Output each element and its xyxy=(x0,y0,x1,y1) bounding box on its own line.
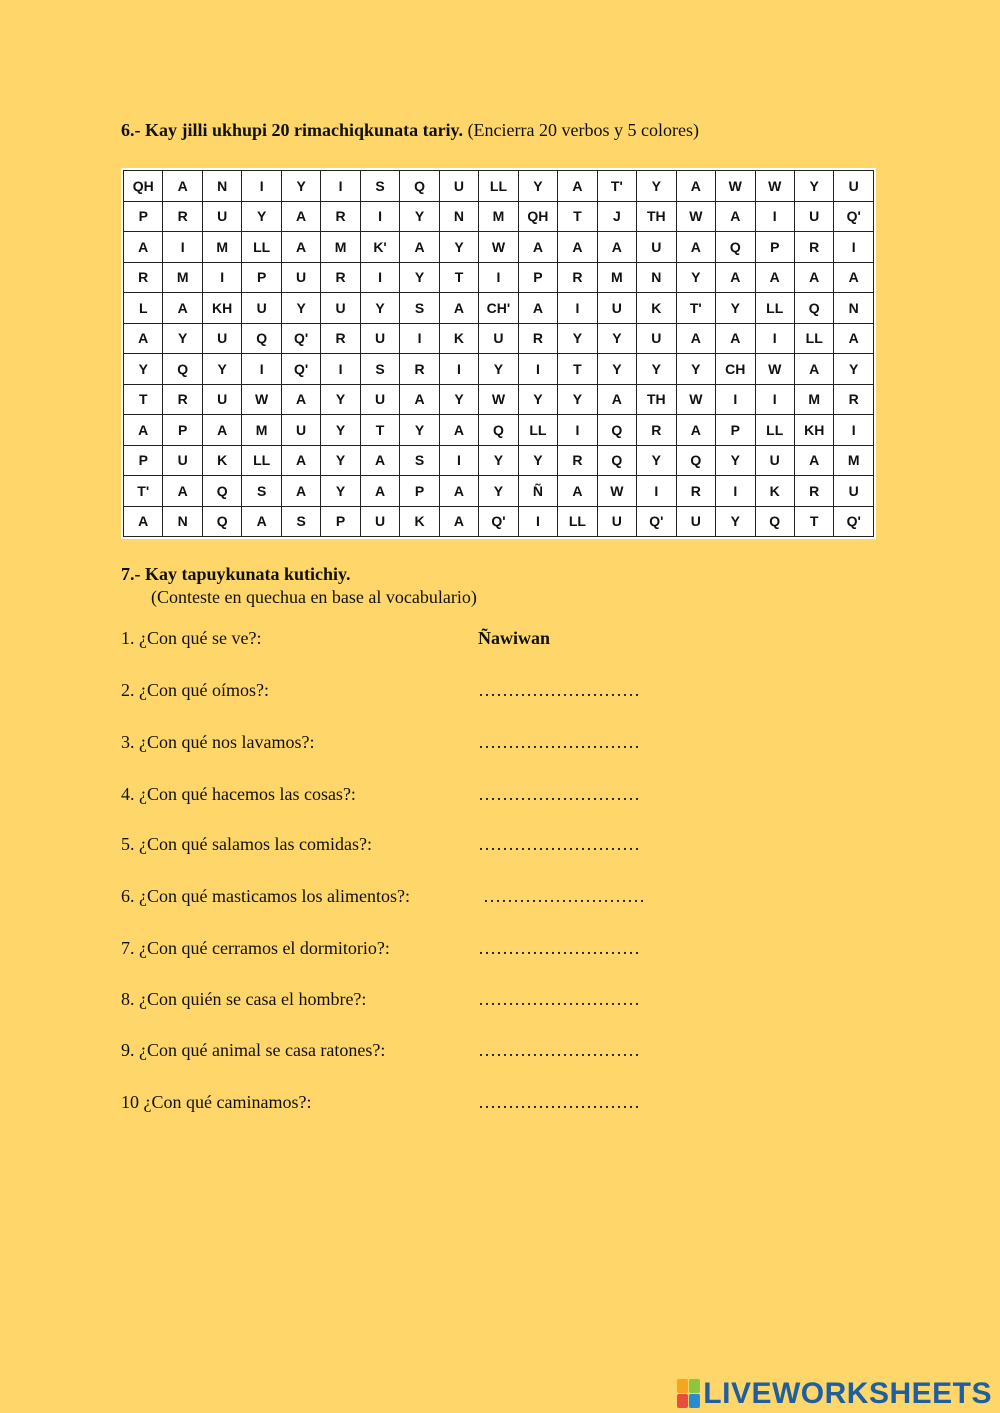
question-text: 9. ¿Con qué animal se casa ratones?: xyxy=(121,1040,386,1060)
word-search-cell[interactable]: A xyxy=(360,445,399,476)
question-row xyxy=(121,784,721,808)
word-search-cell[interactable]: TH xyxy=(637,201,676,232)
question-row xyxy=(121,1040,721,1064)
word-search-cell[interactable]: A xyxy=(439,293,478,324)
word-search-cell[interactable]: A xyxy=(281,476,320,507)
question-row xyxy=(121,1092,721,1116)
word-search-cell[interactable]: W xyxy=(597,476,636,507)
section-7-title: 7.- Kay tapuykunata kutichiy. xyxy=(121,564,351,584)
word-search-cell[interactable]: Q' xyxy=(281,354,320,385)
word-search-cell[interactable]: Y xyxy=(637,445,676,476)
word-search-cell[interactable]: A xyxy=(676,323,715,354)
answer-blank[interactable]: ……………………… xyxy=(478,680,640,700)
question-row xyxy=(121,886,721,910)
word-search-cell[interactable]: CH xyxy=(716,354,755,385)
word-search-cell[interactable]: Y xyxy=(834,354,874,385)
word-search-cell[interactable]: K xyxy=(202,445,241,476)
word-search-cell[interactable]: Q xyxy=(676,445,715,476)
word-search-cell[interactable]: Y xyxy=(163,323,202,354)
word-search-cell[interactable]: Q xyxy=(242,323,281,354)
word-search-cell[interactable]: U xyxy=(597,293,636,324)
word-search-row xyxy=(124,506,874,537)
word-search-cell[interactable]: R xyxy=(163,201,202,232)
word-search-cell[interactable]: R xyxy=(794,476,833,507)
word-search-cell[interactable]: M xyxy=(479,201,518,232)
word-search-cell[interactable]: LL xyxy=(794,323,833,354)
word-search-cell[interactable]: I xyxy=(716,384,755,415)
word-search-cell[interactable]: Q xyxy=(479,415,518,446)
word-search-cell[interactable]: Q xyxy=(597,445,636,476)
word-search-cell[interactable]: W xyxy=(479,384,518,415)
word-search-cell[interactable]: A xyxy=(558,476,597,507)
word-search-cell[interactable]: Y xyxy=(479,445,518,476)
word-search-cell[interactable]: Q xyxy=(794,293,833,324)
question-text: 8. ¿Con quién se casa el hombre?: xyxy=(121,989,367,1009)
word-search-cell[interactable]: U xyxy=(834,476,874,507)
word-search-cell[interactable]: Q' xyxy=(834,506,874,537)
word-search-cell[interactable]: N xyxy=(439,201,478,232)
word-search-cell[interactable]: U xyxy=(360,323,399,354)
answer-blank[interactable]: ……………………… xyxy=(478,732,640,752)
word-search-cell[interactable]: Y xyxy=(242,201,281,232)
word-search-cell[interactable]: Q' xyxy=(834,201,874,232)
word-search-cell[interactable]: S xyxy=(281,506,320,537)
word-search-row xyxy=(124,415,874,446)
word-search-cell[interactable]: A xyxy=(676,232,715,263)
word-search-cell[interactable]: Y xyxy=(360,293,399,324)
word-search-row xyxy=(124,293,874,324)
word-search-cell[interactable]: A xyxy=(124,506,163,537)
word-search-cell[interactable]: A xyxy=(124,232,163,263)
word-search-cell[interactable]: P xyxy=(400,476,439,507)
word-search-cell[interactable]: W xyxy=(755,354,794,385)
word-search-cell[interactable]: Y xyxy=(676,354,715,385)
word-search-cell[interactable]: Ñ xyxy=(518,476,557,507)
word-search-cell[interactable]: A xyxy=(163,171,202,202)
word-search-cell[interactable]: R xyxy=(321,323,360,354)
word-search-cell[interactable]: Q' xyxy=(637,506,676,537)
word-search-cell[interactable]: A xyxy=(834,262,874,293)
word-search-cell[interactable]: S xyxy=(400,293,439,324)
answer-blank[interactable]: ……………………… xyxy=(478,1040,640,1060)
question-row xyxy=(121,834,721,858)
word-search-cell[interactable]: A xyxy=(558,171,597,202)
word-search-cell[interactable]: A xyxy=(716,262,755,293)
word-search-cell[interactable]: I xyxy=(834,415,874,446)
word-search-cell[interactable]: CH' xyxy=(479,293,518,324)
word-search-cell[interactable]: I xyxy=(755,384,794,415)
word-search-cell[interactable]: N xyxy=(637,262,676,293)
word-search-cell[interactable]: T' xyxy=(597,171,636,202)
word-search-cell[interactable]: Y xyxy=(479,476,518,507)
word-search-cell[interactable]: A xyxy=(518,293,557,324)
word-search-cell[interactable]: R xyxy=(400,354,439,385)
word-search-cell[interactable]: I xyxy=(637,476,676,507)
word-search-cell[interactable]: U xyxy=(281,262,320,293)
word-search-cell[interactable]: I xyxy=(518,354,557,385)
word-search-cell[interactable]: A xyxy=(794,445,833,476)
word-search-cell[interactable]: A xyxy=(163,293,202,324)
word-search-cell[interactable]: Y xyxy=(597,323,636,354)
word-search-cell[interactable]: P xyxy=(518,262,557,293)
word-search-cell[interactable]: Y xyxy=(321,476,360,507)
word-search-cell[interactable]: U xyxy=(281,415,320,446)
word-search-cell[interactable]: U xyxy=(321,293,360,324)
word-search-cell[interactable]: Q xyxy=(163,354,202,385)
word-search-cell[interactable]: T xyxy=(558,354,597,385)
word-search-cell[interactable]: TH xyxy=(637,384,676,415)
word-search-cell[interactable]: K' xyxy=(360,232,399,263)
word-search-cell[interactable]: Y xyxy=(479,354,518,385)
word-search-cell[interactable]: I xyxy=(716,476,755,507)
word-search-cell[interactable]: T xyxy=(794,506,833,537)
answer-example: Ñawiwan xyxy=(478,628,551,648)
word-search-cell[interactable]: P xyxy=(163,415,202,446)
word-search-cell[interactable]: N xyxy=(202,171,241,202)
word-search-cell[interactable]: P xyxy=(321,506,360,537)
word-search-cell[interactable]: R xyxy=(834,384,874,415)
word-search-cell[interactable]: U xyxy=(360,384,399,415)
word-search-cell[interactable]: U xyxy=(360,506,399,537)
word-search-cell[interactable]: U xyxy=(676,506,715,537)
word-search-cell[interactable]: R xyxy=(794,232,833,263)
word-search-cell[interactable]: P xyxy=(716,415,755,446)
word-search-cell[interactable]: T xyxy=(558,201,597,232)
word-search-cell[interactable]: Q' xyxy=(479,506,518,537)
section-6-instruction: (Encierra 20 verbos y 5 colores) xyxy=(467,120,699,140)
section-6-heading xyxy=(121,120,699,141)
word-search-cell[interactable]: A xyxy=(400,384,439,415)
word-search-cell[interactable]: R xyxy=(321,201,360,232)
word-search-cell[interactable]: S xyxy=(360,354,399,385)
logo-icon xyxy=(677,1379,701,1409)
word-search-cell[interactable]: U xyxy=(637,323,676,354)
word-search-row xyxy=(124,445,874,476)
word-search-cell[interactable]: Q xyxy=(202,476,241,507)
word-search-cell[interactable]: Q xyxy=(400,171,439,202)
word-search-cell[interactable]: M xyxy=(242,415,281,446)
word-search-cell[interactable]: U xyxy=(439,171,478,202)
word-search-cell[interactable]: I xyxy=(242,354,281,385)
word-search-cell[interactable]: A xyxy=(597,384,636,415)
word-search-cell[interactable]: I xyxy=(360,201,399,232)
word-search-cell[interactable]: I xyxy=(321,171,360,202)
word-search-cell[interactable]: A xyxy=(124,323,163,354)
word-search-cell[interactable]: R xyxy=(676,476,715,507)
answer-blank[interactable]: ……………………… xyxy=(478,834,640,854)
word-search-cell[interactable]: Q xyxy=(716,232,755,263)
word-search-cell[interactable]: KH xyxy=(794,415,833,446)
logo-brand-text: LIVEWORKSHEETS xyxy=(703,1377,992,1410)
word-search-cell[interactable]: M xyxy=(202,232,241,263)
word-search-cell[interactable]: A xyxy=(281,445,320,476)
question-row xyxy=(121,680,721,704)
word-search-cell[interactable]: I xyxy=(834,232,874,263)
word-search-cell[interactable]: M xyxy=(597,262,636,293)
word-search-cell[interactable]: R xyxy=(558,262,597,293)
word-search-cell[interactable]: T xyxy=(439,262,478,293)
word-search-cell[interactable]: LL xyxy=(755,293,794,324)
word-search-cell[interactable]: LL xyxy=(242,232,281,263)
word-search-cell[interactable]: Y xyxy=(518,171,557,202)
word-search-cell[interactable]: Y xyxy=(518,445,557,476)
answer-blank[interactable]: ……………………… xyxy=(483,886,645,906)
word-search-cell[interactable]: Y xyxy=(321,384,360,415)
question-text: 4. ¿Con qué hacemos las cosas?: xyxy=(121,784,356,804)
word-search-cell[interactable]: K xyxy=(400,506,439,537)
word-search-cell[interactable]: A xyxy=(202,415,241,446)
word-search-row xyxy=(124,476,874,507)
word-search-cell[interactable]: R xyxy=(124,262,163,293)
word-search-cell[interactable]: I xyxy=(518,506,557,537)
word-search-cell[interactable]: K xyxy=(439,323,478,354)
word-search-cell[interactable]: M xyxy=(834,445,874,476)
word-search-cell[interactable]: K xyxy=(637,293,676,324)
word-search-row xyxy=(124,384,874,415)
question-text: 3. ¿Con qué nos lavamos?: xyxy=(121,732,315,752)
word-search-cell[interactable]: P xyxy=(755,232,794,263)
word-search-cell[interactable]: I xyxy=(439,354,478,385)
word-search-cell[interactable]: L xyxy=(124,293,163,324)
word-search-cell[interactable]: Q xyxy=(597,415,636,446)
word-search-cell[interactable]: U xyxy=(637,232,676,263)
word-search-row xyxy=(124,354,874,385)
word-search-cell[interactable]: R xyxy=(558,445,597,476)
word-search-cell[interactable]: R xyxy=(518,323,557,354)
word-search-cell[interactable]: A xyxy=(163,476,202,507)
word-search-row xyxy=(124,201,874,232)
word-search-cell[interactable]: I xyxy=(755,323,794,354)
word-search-cell[interactable]: A xyxy=(755,262,794,293)
word-search-cell[interactable]: W xyxy=(676,384,715,415)
word-search-cell[interactable]: Y xyxy=(281,293,320,324)
question-text: 1. ¿Con qué se ve?: xyxy=(121,628,262,648)
word-search-cell[interactable]: P xyxy=(124,445,163,476)
word-search-cell[interactable]: Y xyxy=(637,171,676,202)
question-row xyxy=(121,628,721,652)
word-search-cell[interactable]: A xyxy=(439,506,478,537)
word-search-cell[interactable]: R xyxy=(163,384,202,415)
word-search-cell[interactable]: R xyxy=(637,415,676,446)
word-search-cell[interactable]: P xyxy=(242,262,281,293)
word-search-cell[interactable]: N xyxy=(834,293,874,324)
word-search-cell[interactable]: I xyxy=(558,293,597,324)
word-search-cell[interactable]: Y xyxy=(321,445,360,476)
word-search-cell[interactable]: I xyxy=(400,323,439,354)
question-text: 2. ¿Con qué oímos?: xyxy=(121,680,269,700)
word-search-cell[interactable]: M xyxy=(163,262,202,293)
word-search-cell[interactable]: W xyxy=(479,232,518,263)
answer-blank[interactable]: ……………………… xyxy=(478,1092,640,1112)
word-search-cell[interactable]: Q xyxy=(202,506,241,537)
word-search-cell[interactable]: Y xyxy=(597,354,636,385)
question-text: 5. ¿Con qué salamos las comidas?: xyxy=(121,834,372,854)
word-search-cell[interactable]: U xyxy=(202,384,241,415)
word-search-row xyxy=(124,262,874,293)
section-6-title: .- Kay jilli ukhupi 20 rimachiqkunata tariy. xyxy=(130,120,464,140)
word-search-cell[interactable]: W xyxy=(676,201,715,232)
word-search-cell[interactable]: P xyxy=(124,201,163,232)
word-search-row xyxy=(124,171,874,202)
question-text: 7. ¿Con qué cerramos el dormitorio?: xyxy=(121,938,390,958)
word-search-cell[interactable]: U xyxy=(597,506,636,537)
word-search-cell[interactable]: Y xyxy=(281,171,320,202)
word-search-cell[interactable]: T xyxy=(124,384,163,415)
word-search-cell[interactable]: Q xyxy=(755,506,794,537)
question-text: 10 ¿Con qué caminamos?: xyxy=(121,1092,312,1112)
word-search-cell[interactable]: I xyxy=(558,415,597,446)
word-search-cell[interactable]: J xyxy=(597,201,636,232)
word-search-cell[interactable]: Y xyxy=(202,354,241,385)
word-search-cell[interactable]: Y xyxy=(518,384,557,415)
word-search-cell[interactable]: Y xyxy=(124,354,163,385)
word-search-cell[interactable]: I xyxy=(479,262,518,293)
word-search-cell[interactable]: W xyxy=(755,171,794,202)
word-search-cell[interactable]: I xyxy=(439,445,478,476)
word-search-cell[interactable]: QH xyxy=(124,171,163,202)
word-search-cell[interactable]: U xyxy=(242,293,281,324)
word-search-cell[interactable]: A xyxy=(716,323,755,354)
answer-blank[interactable]: ……………………… xyxy=(478,784,640,804)
word-search-cell[interactable]: Y xyxy=(794,171,833,202)
answer-blank[interactable]: ……………………… xyxy=(478,989,640,1009)
word-search-cell[interactable]: A xyxy=(597,232,636,263)
word-search-grid xyxy=(123,170,874,537)
word-search-cell[interactable]: A xyxy=(400,232,439,263)
word-search-cell[interactable]: Y xyxy=(321,415,360,446)
word-search-cell[interactable]: U xyxy=(794,201,833,232)
question-row xyxy=(121,732,721,756)
word-search-cell[interactable]: Q' xyxy=(281,323,320,354)
word-search-cell[interactable]: Y xyxy=(400,415,439,446)
word-search-cell[interactable]: Y xyxy=(558,384,597,415)
word-search-cell[interactable]: U xyxy=(479,323,518,354)
word-search-cell[interactable]: A xyxy=(281,232,320,263)
question-row xyxy=(121,989,721,1013)
word-search-cell[interactable]: R xyxy=(321,262,360,293)
liveworksheets-logo xyxy=(677,1376,992,1412)
word-search-cell[interactable]: Y xyxy=(400,262,439,293)
word-search-cell[interactable]: W xyxy=(716,171,755,202)
word-search-cell[interactable]: I xyxy=(163,232,202,263)
word-search-cell[interactable]: A xyxy=(242,506,281,537)
word-search-cell[interactable]: Y xyxy=(676,262,715,293)
word-search-cell[interactable]: I xyxy=(360,262,399,293)
word-search-cell[interactable]: Y xyxy=(400,201,439,232)
word-search-cell[interactable]: A xyxy=(439,415,478,446)
word-search-cell[interactable]: U xyxy=(163,445,202,476)
word-search-cell[interactable]: S xyxy=(242,476,281,507)
word-search-cell[interactable]: T' xyxy=(676,293,715,324)
word-search-cell[interactable]: A xyxy=(558,232,597,263)
word-search-cell[interactable]: A xyxy=(676,171,715,202)
word-search-cell[interactable]: Y xyxy=(558,323,597,354)
word-search-cell[interactable]: A xyxy=(676,415,715,446)
word-search-cell[interactable]: LL xyxy=(518,415,557,446)
word-search-cell[interactable]: W xyxy=(242,384,281,415)
word-search-cell[interactable]: A xyxy=(281,384,320,415)
word-search-cell[interactable]: KH xyxy=(202,293,241,324)
section-7-subtitle: (Conteste en quechua en base al vocabulario) xyxy=(151,587,477,607)
section-6-number: 6 xyxy=(121,120,130,140)
word-search-cell[interactable]: A xyxy=(124,415,163,446)
question-row xyxy=(121,938,721,962)
word-search-cell[interactable]: LL xyxy=(755,415,794,446)
word-search-cell[interactable]: M xyxy=(321,232,360,263)
answer-blank[interactable]: ……………………… xyxy=(478,938,640,958)
word-search-cell[interactable]: U xyxy=(834,171,874,202)
word-search-cell[interactable]: Y xyxy=(716,506,755,537)
word-search-cell[interactable]: N xyxy=(163,506,202,537)
word-search-cell[interactable]: I xyxy=(202,262,241,293)
question-text: 6. ¿Con qué masticamos los alimentos?: xyxy=(121,886,410,906)
word-search-cell[interactable]: LL xyxy=(558,506,597,537)
word-search-cell[interactable]: A xyxy=(794,354,833,385)
word-search-cell[interactable]: U xyxy=(202,323,241,354)
word-search-cell[interactable]: Y xyxy=(439,384,478,415)
word-search-cell[interactable]: I xyxy=(321,354,360,385)
word-search-cell[interactable]: S xyxy=(360,171,399,202)
word-search-cell[interactable]: Y xyxy=(716,445,755,476)
word-search-cell[interactable]: Y xyxy=(637,354,676,385)
word-search-cell[interactable]: LL xyxy=(242,445,281,476)
word-search-cell[interactable]: M xyxy=(794,384,833,415)
word-search-cell[interactable]: T' xyxy=(124,476,163,507)
word-search-cell[interactable]: LL xyxy=(479,171,518,202)
word-search-cell[interactable]: I xyxy=(242,171,281,202)
word-search-row xyxy=(124,232,874,263)
word-search-cell[interactable]: A xyxy=(794,262,833,293)
word-search-cell[interactable]: I xyxy=(755,201,794,232)
word-search-cell[interactable]: A xyxy=(360,476,399,507)
word-search-cell[interactable]: T xyxy=(360,415,399,446)
word-search-cell[interactable]: QH xyxy=(518,201,557,232)
word-search-cell[interactable]: K xyxy=(755,476,794,507)
word-search-cell[interactable]: Y xyxy=(439,232,478,263)
word-search-cell[interactable]: A xyxy=(281,201,320,232)
word-search-cell[interactable]: A xyxy=(518,232,557,263)
word-search-container xyxy=(121,168,876,539)
word-search-cell[interactable]: U xyxy=(755,445,794,476)
word-search-cell[interactable]: A xyxy=(716,201,755,232)
word-search-cell[interactable]: A xyxy=(439,476,478,507)
word-search-cell[interactable]: Y xyxy=(716,293,755,324)
word-search-cell[interactable]: A xyxy=(834,323,874,354)
word-search-cell[interactable]: U xyxy=(202,201,241,232)
word-search-row xyxy=(124,323,874,354)
word-search-cell[interactable]: S xyxy=(400,445,439,476)
